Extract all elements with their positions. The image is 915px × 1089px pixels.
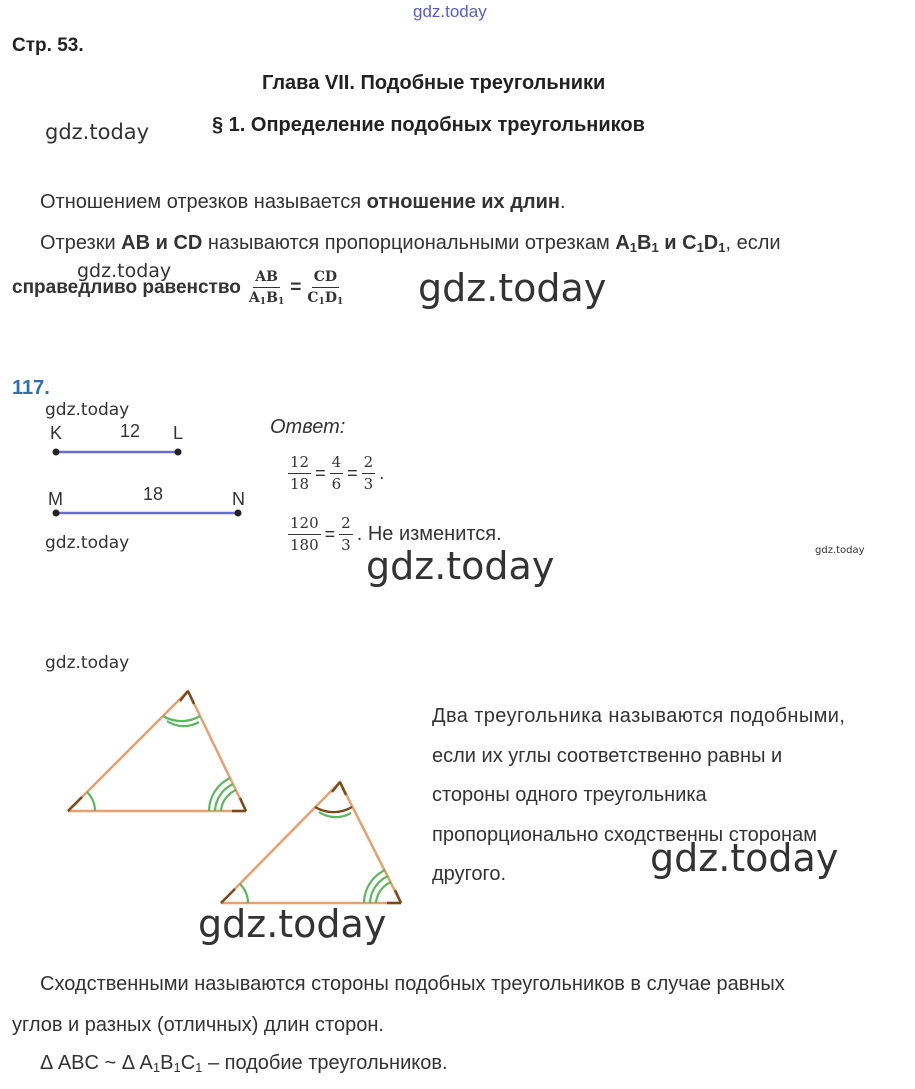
triangle-2 (221, 782, 401, 903)
similar-triangles-figure (0, 0, 420, 920)
answer-equation-2: $\frac{120}{180}$ = $\frac{2}{3}$ . Не изменится. (290, 514, 502, 554)
similar-def-line: стороны одного треугольника (432, 784, 707, 806)
watermark: gdz.today (45, 400, 130, 420)
label-m: M (48, 489, 63, 509)
equals-sign: = (290, 276, 302, 298)
watermark: gdz.today (650, 836, 839, 880)
def2-t1: Отрезки (40, 232, 122, 254)
def1-text: Отношением отрезков называется (40, 191, 367, 213)
triangle-1 (68, 691, 246, 811)
def1-end: . (560, 191, 566, 213)
watermark: gdz.today (366, 544, 555, 588)
def2-ab-cd: AB и CD (121, 232, 203, 254)
problem-number: 117. (12, 377, 50, 399)
fraction-ab: $\frac{AB}{A_1B_1}$ (248, 269, 285, 307)
similar-def-line: Два треугольника называются подобными, (432, 705, 846, 727)
corresponding-line-1: Сходственными называются стороны подобных треугольников в случае равных (40, 973, 785, 995)
label-k: K (50, 423, 63, 443)
answer-label: Ответ: (270, 416, 346, 438)
chapter-title: Глава VII. Подобные треугольники (262, 72, 606, 94)
watermark: gdz.today (815, 545, 865, 556)
watermark: gdz.today (45, 653, 130, 673)
watermark: gdz.today (45, 120, 150, 144)
similar-def-line: пропорционально сходственны сторонам (432, 823, 817, 846)
section-title: § 1. Определение подобных треугольников (212, 114, 645, 136)
top-watermark: gdz.today (413, 2, 487, 21)
watermark: gdz.today (198, 902, 387, 946)
label-18: 18 (143, 484, 164, 504)
watermark: gdz.today (418, 266, 607, 310)
similar-def-line: если их углы соответственно равны и (432, 744, 783, 767)
watermark: gdz.today (45, 533, 130, 553)
label-l: L (173, 423, 184, 443)
page-label: Стр. 53. (12, 35, 84, 56)
def2-segments: $A_1B_1$ и $C_1D_1$ (615, 232, 726, 255)
watermark: gdz.today (77, 260, 172, 282)
corresponding-line-2: углов и разных (отличных) длин сторон. (12, 1014, 384, 1036)
label-n: N (232, 489, 245, 509)
def2-t2: называются пропорциональными отрезкам (202, 232, 616, 254)
label-12: 12 (120, 421, 141, 441)
answer-equation-1: $\frac{12}{18}$ = $\frac{4}{6}$ = $\frac{2}{3}$ . (290, 453, 385, 493)
def2-t3: , если (725, 232, 781, 254)
similarity-notation: Δ ABC ~ Δ $A_1B_1C_1$ – подобие треугольников. (40, 1052, 448, 1075)
def1-bold: отношение их длин (366, 191, 561, 213)
def2-line2: справедливо равенство (12, 276, 241, 298)
fraction-cd: $\frac{CD}{C_1D_1}$ (307, 269, 344, 307)
similar-def-line: другого. (432, 863, 507, 885)
